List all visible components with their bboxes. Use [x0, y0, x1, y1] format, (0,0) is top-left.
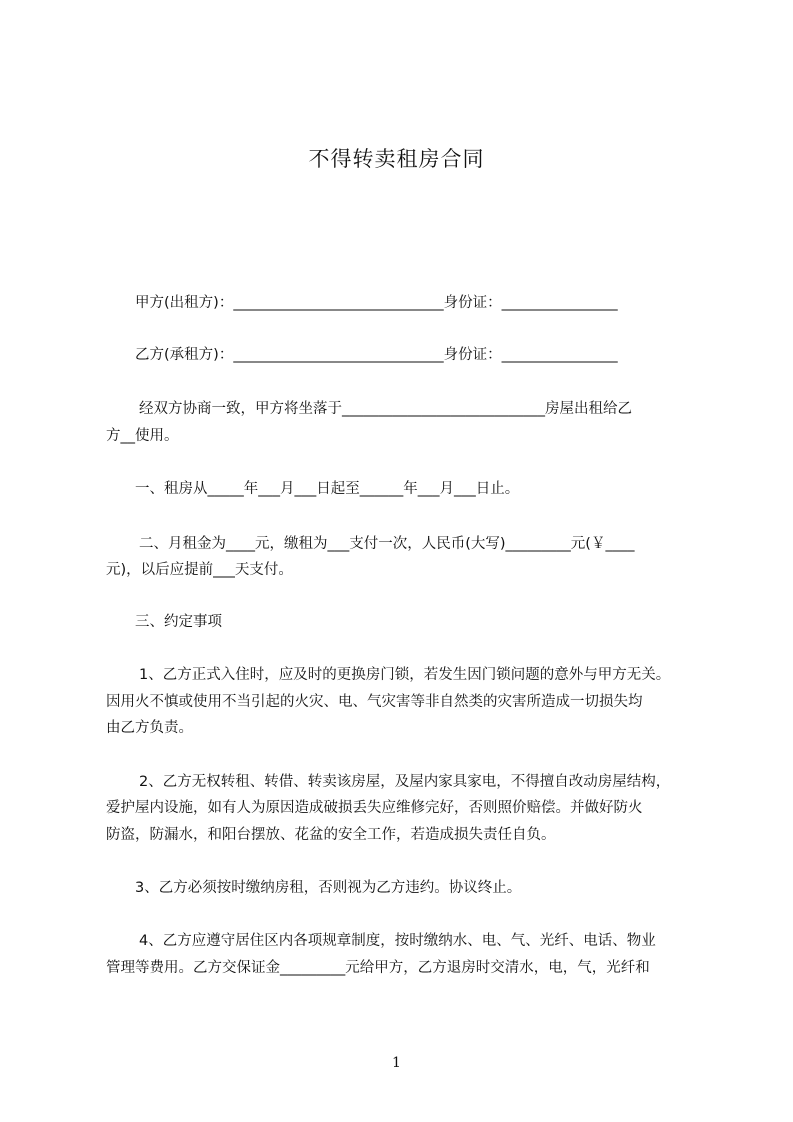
clause-1: 一、租房从_____年___月___日起至______年___月___日止。 — [135, 481, 520, 497]
clause-2-line-1: 二、月租金为____元，缴租为___支付一次，人民币(大写)_________元(￥____ — [139, 536, 635, 552]
intro-line-2: 方__使用。 — [106, 428, 179, 444]
item-2-line-1: 2、乙方无权转租、转借、转卖该房屋，及屋内家具家电，不得擅自改动房屋结构， — [139, 774, 671, 790]
party-a-line: 甲方(出租方)：_____________________________身份证：________________ — [135, 295, 618, 311]
page-number: 1 — [392, 1055, 401, 1071]
item-2-line-2: 爱护屋内设施，如有人为原因造成破损丢失应维修完好，否则照价赔偿。并做好防火 — [106, 800, 643, 816]
item-1-line-3: 由乙方负责。 — [106, 720, 193, 736]
clause-3-heading: 三、约定事项 — [135, 614, 222, 630]
document-title: 不得转卖租房合同 — [308, 147, 485, 171]
item-3-line: 3、乙方必须按时缴纳房租，否则视为乙方违约。协议终止。 — [135, 880, 522, 896]
item-4-line-1: 4、乙方应遵守居住区内各项规章制度，按时缴纳水、电、气、光纤、电话、物业 — [139, 933, 656, 949]
intro-line-1: 经双方协商一致，甲方将坐落于____________________________房屋出租给乙 — [139, 401, 632, 417]
item-1-line-2: 因用火不慎或使用不当引起的火灾、电、气灾害等非自然类的灾害所造成一切损失均 — [106, 694, 643, 710]
item-1-line-1: 1、乙方正式入住时，应及时的更换房门锁，若发生因门锁问题的意外与甲方无关。 — [139, 667, 671, 683]
item-2-line-3: 防盗，防漏水，和阳台摆放、花盆的安全工作，若造成损失责任自负。 — [106, 827, 556, 843]
item-4-line-2: 管理等费用。乙方交保证金_________元给甲方，乙方退房时交清水，电，气，光纤和 — [106, 960, 650, 976]
party-b-line: 乙方(承租方)：_____________________________身份证：________________ — [135, 347, 618, 363]
clause-2-line-2: 元)，以后应提前___天支付。 — [106, 562, 293, 578]
